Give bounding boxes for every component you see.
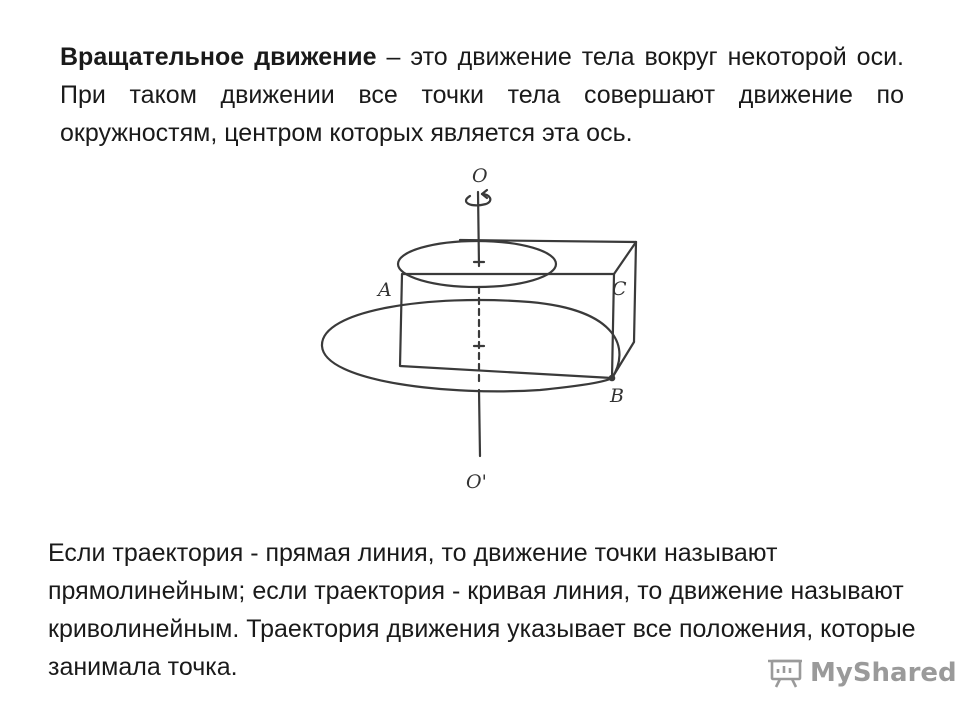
point-c-label: C xyxy=(612,278,627,300)
rotation-axis-top xyxy=(478,192,479,266)
bottom-trajectory-ellipse xyxy=(322,300,619,391)
rotation-axis-bottom xyxy=(479,390,480,456)
definition-paragraph xyxy=(60,38,904,152)
point-b-label: B xyxy=(610,385,624,407)
trajectory-paragraph: Если траектория - прямая линия, то движение точки называют прямолинейным; если траектория - кривая линия, то движение называют криволинейным. Траектория движения указывает все положения, которые занимала точка. xyxy=(48,539,916,681)
axis-top-label: O xyxy=(472,165,488,187)
definition-term: Вращательное движение xyxy=(60,43,377,71)
projector-screen-icon xyxy=(766,657,804,689)
box-front-face xyxy=(400,274,614,378)
axis-bottom-label: O' xyxy=(466,471,487,493)
myshared-watermark xyxy=(766,656,957,690)
top-trajectory-ellipse xyxy=(398,241,556,287)
definition-text: – это движение тела вокруг некоторой оси. При таком движении все точки тела совершают движение по окружностям, центром которых является эта ось. xyxy=(60,43,904,147)
rotation-diagram xyxy=(300,150,660,510)
point-a-label: A xyxy=(378,279,392,301)
watermark-text: MyShared xyxy=(810,658,957,688)
